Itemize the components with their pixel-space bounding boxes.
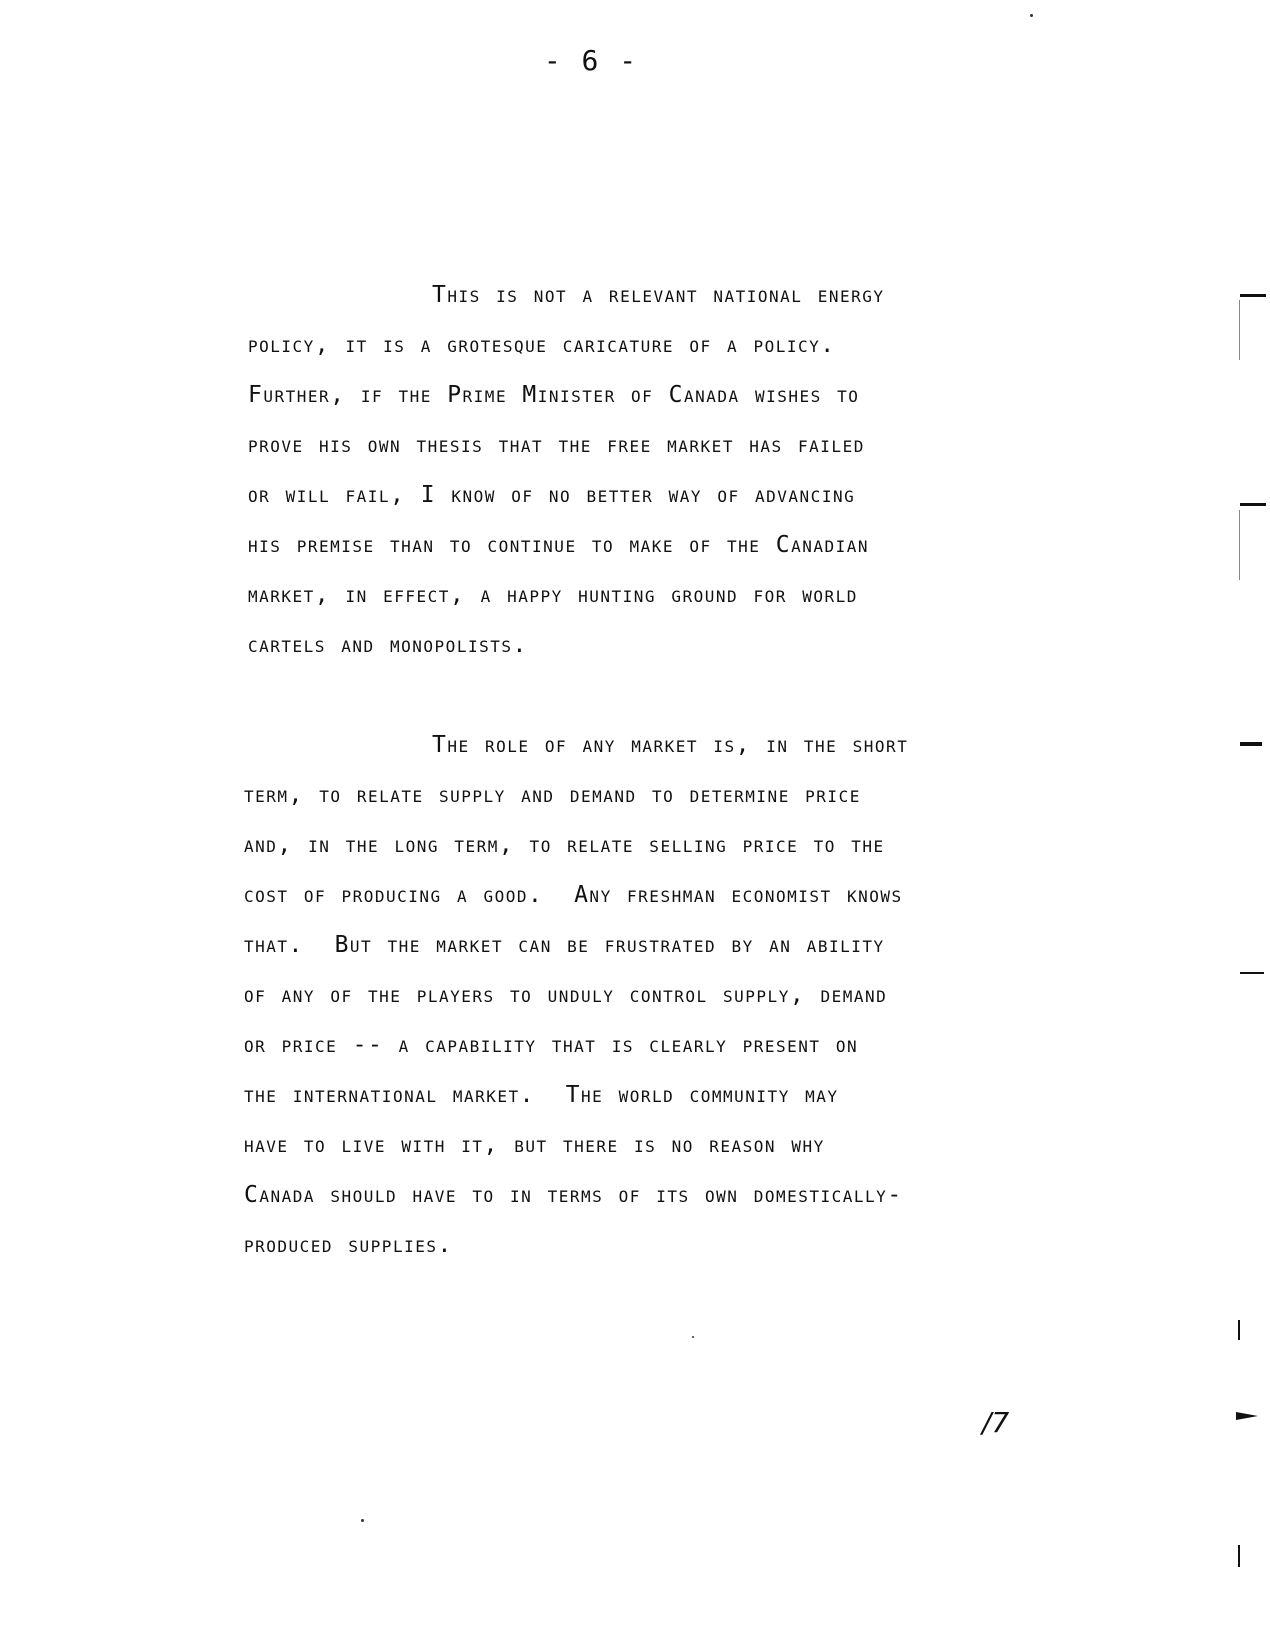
scan-edge-mark	[1236, 1412, 1258, 1420]
paragraph-line: have to live with it, but there is no reason why	[244, 1132, 825, 1158]
continuation-marker: /7	[982, 1406, 1010, 1439]
scan-edge-mark	[1240, 503, 1266, 506]
paragraph-line: Further, if the Prime Minister of Canada wishes to	[248, 382, 860, 408]
paragraph-line: policy, it is a grotesque caricature of a policy.	[248, 332, 836, 358]
paragraph-line: prove his own thesis that the free market has failed	[248, 432, 865, 458]
paragraph-line: This is not a relevant national energy	[432, 282, 885, 308]
paragraph-line: produced supplies.	[244, 1232, 453, 1258]
paragraph-line: cost of producing a good. Any freshman economist knows	[244, 882, 903, 908]
paragraph-line: term, to relate supply and demand to determine price	[244, 782, 861, 808]
paragraph-line: or price -- a capability that is clearly present on	[244, 1032, 859, 1058]
paragraph-line: the international market. The world community may	[244, 1082, 839, 1108]
scan-edge-mark	[1239, 510, 1240, 580]
paragraph-line: The role of any market is, in the short	[432, 732, 909, 758]
paragraph-line: or will fail, I know of no better way of advancing	[248, 482, 856, 508]
paragraph-2	[244, 720, 1088, 1270]
scan-edge-mark	[1238, 1545, 1240, 1567]
scan-speck	[692, 1336, 694, 1338]
scan-edge-mark	[1240, 972, 1264, 974]
paragraph-line: market, in effect, a happy hunting ground for world	[248, 582, 858, 608]
scan-edge-mark	[1240, 742, 1262, 746]
paragraph-line: of any of the players to unduly control supply, demand	[244, 982, 888, 1008]
paragraph-line: and, in the long term, to relate selling price to the	[244, 832, 885, 858]
paragraph-line: that. But the market can be frustrated by an ability	[244, 932, 885, 958]
scan-edge-mark	[1238, 1320, 1240, 1340]
paragraph-line: cartels and monopolists.	[248, 632, 528, 658]
scan-edge-mark	[1239, 300, 1240, 360]
paragraph-1	[248, 270, 1088, 670]
paragraph-line: Canada should have to in terms of its own domestically-	[244, 1182, 903, 1208]
paragraph-line: his premise than to continue to make of the Canadian	[248, 532, 870, 558]
page-number: - 6 -	[543, 44, 639, 77]
scan-speck	[1030, 14, 1033, 17]
scan-edge-mark	[1240, 294, 1266, 297]
scan-speck	[361, 1519, 364, 1522]
